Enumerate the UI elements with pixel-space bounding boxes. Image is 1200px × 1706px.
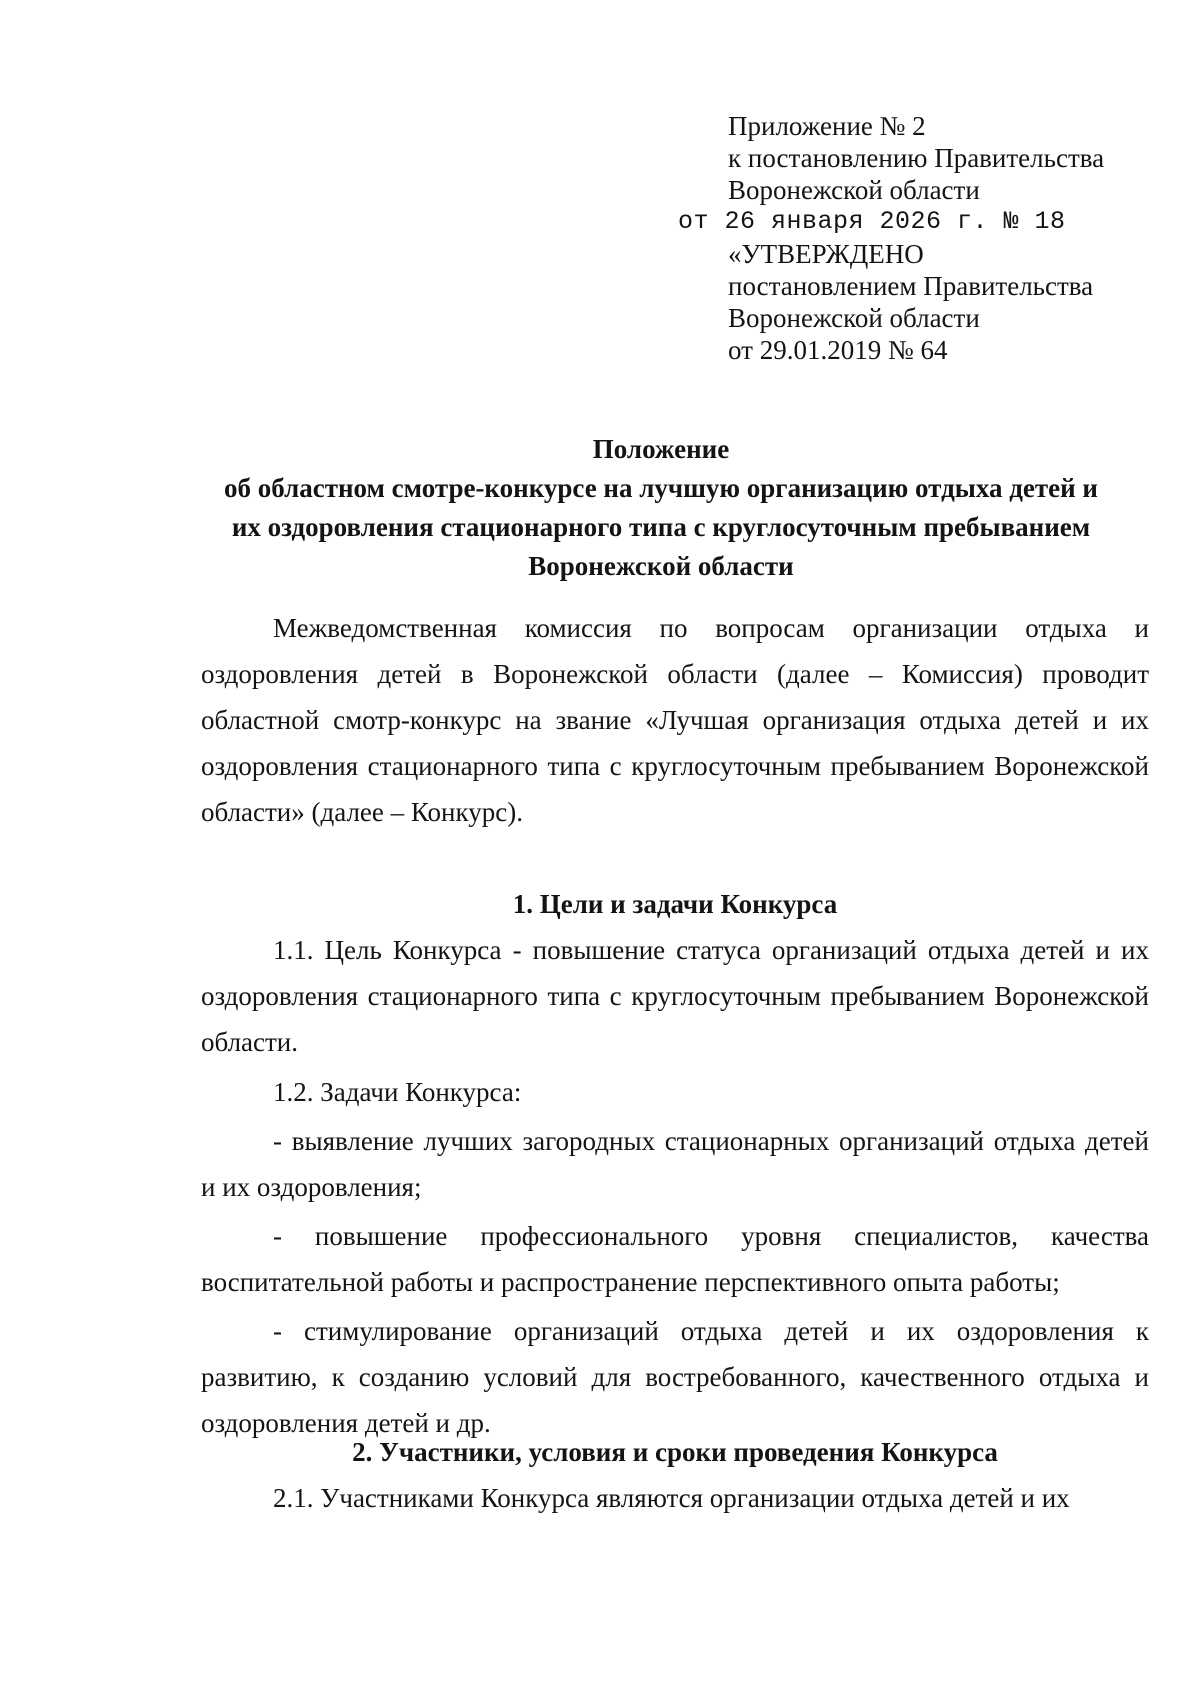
- section-1-heading: 1. Цели и задачи Конкурса: [512, 889, 838, 919]
- paragraph-1-1: 1.1. Цель Конкурса - повышение статуса организаций отдыха детей и их оздоровления стационарного типа с круглосуточным пребыванием Воронежской области.: [201, 935, 1149, 1057]
- task-item-1: - выявление лучших загородных стационарных организаций отдыха детей и их оздоровления;: [201, 1126, 1149, 1202]
- title-line-2: об областном смотре-конкурсе на лучшую организацию отдыха детей и: [224, 473, 1098, 503]
- task-item-2: - повышение профессионального уровня специалистов, качества воспитательной работы и распространение перспективного опыта работы;: [201, 1221, 1149, 1297]
- document-title: [196, 430, 1126, 586]
- approved-date-number: от 29.01.2019 № 64: [728, 335, 948, 365]
- approval-stamp-block: [678, 110, 1168, 366]
- title-line-4: Воронежской области: [528, 551, 794, 581]
- title-line-3: их оздоровления стационарного типа с круглосуточным пребыванием: [231, 512, 1091, 542]
- task-item-3: - стимулирование организаций отдыха детей и их оздоровления к развитию, к созданию условий для востребованного, качественного отдыха и оздоровления детей и др.: [201, 1316, 1149, 1438]
- appendix-number: Приложение № 2: [728, 111, 926, 141]
- section-2-heading: 2. Участники, условия и сроки проведения Конкурса: [352, 1437, 998, 1467]
- paragraph-1-2: 1.2. Задачи Конкурса:: [273, 1077, 522, 1107]
- approved-label: «УТВЕРЖДЕНО: [728, 239, 924, 269]
- title-line-1: Положение: [592, 434, 730, 464]
- paragraph-2-1: 2.1. Участниками Конкурса являются организации отдыха детей и их: [273, 1483, 1070, 1513]
- approved-by: постановлением Правительства: [728, 271, 1094, 301]
- appendix-reference: к постановлению Правительства: [728, 143, 1105, 173]
- approved-region: Воронежской области: [728, 303, 980, 333]
- intro-paragraph: Межведомственная комиссия по вопросам организации отдыха и оздоровления детей в Воронежской области (далее – Комиссия) проводит областной смотр-конкурс на звание «Лучшая организация отдыха детей и их оздоровления стационарного типа с круглосуточным пребыванием Воронежской области» (далее – Конкурс).: [201, 613, 1149, 827]
- appendix-date-number: от 26 января 2026 г. № 18: [678, 207, 1066, 236]
- appendix-region: Воронежской области: [728, 175, 980, 205]
